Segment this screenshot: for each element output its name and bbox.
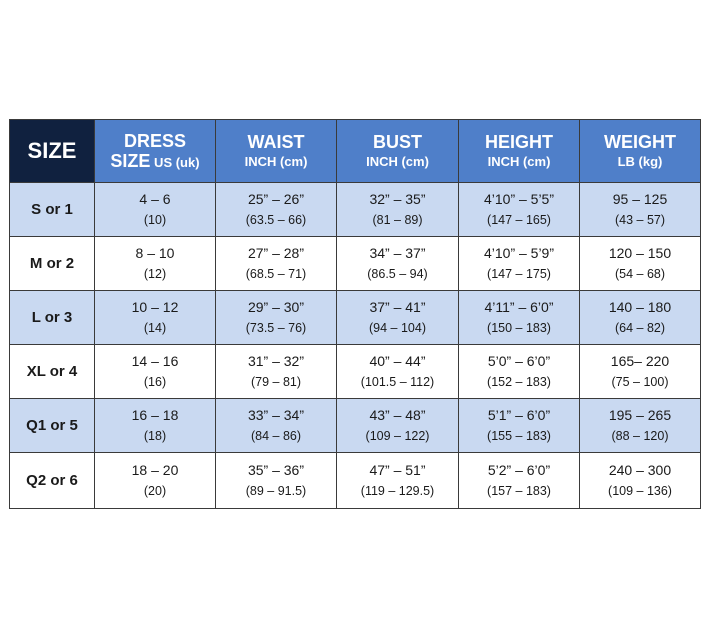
table-row <box>10 399 701 453</box>
waist-header-title: WAIST <box>247 132 305 152</box>
height-header-unit: INCH (cm) <box>487 154 551 169</box>
size-column-header: SIZE <box>10 120 95 183</box>
height-column-header <box>459 120 580 183</box>
weight-cell: 195 – 265 (88 – 120) <box>580 399 701 453</box>
weight-column-header <box>580 120 701 183</box>
waist-column-header <box>216 120 337 183</box>
waist-header-unit: INCH (cm) <box>244 154 308 169</box>
size-label: Q2 or 6 <box>10 453 95 509</box>
waist-cell: 29” – 30” (73.5 – 76) <box>216 291 337 345</box>
size-chart-table <box>9 119 701 509</box>
height-cell: 5’2” – 6’0” (157 – 183) <box>459 453 580 509</box>
dress-cell: 8 – 10 (12) <box>95 237 216 291</box>
waist-cell: 25” – 26” (63.5 – 66) <box>216 183 337 237</box>
waist-cell: 35” – 36” (89 – 91.5) <box>216 453 337 509</box>
height-cell: 4’10” – 5’9” (147 – 175) <box>459 237 580 291</box>
bust-cell: 47” – 51” (119 – 129.5) <box>337 453 459 509</box>
bust-cell: 37” – 41” (94 – 104) <box>337 291 459 345</box>
size-chart <box>9 119 701 509</box>
weight-header-unit: LB (kg) <box>617 154 663 169</box>
bust-header-title: BUST <box>373 132 422 152</box>
dress-column-header <box>95 120 216 183</box>
dress-header-title: DRESS <box>123 131 186 151</box>
table-row <box>10 237 701 291</box>
table-row <box>10 345 701 399</box>
waist-cell: 31” – 32” (79 – 81) <box>216 345 337 399</box>
height-cell: 4’11” – 6’0” (150 – 183) <box>459 291 580 345</box>
height-cell: 5’0” – 6’0” (152 – 183) <box>459 345 580 399</box>
size-label: XL or 4 <box>10 345 95 399</box>
table-row <box>10 453 701 509</box>
header-row <box>10 120 701 183</box>
height-header-title: HEIGHT <box>484 132 553 152</box>
dress-cell: 16 – 18 (18) <box>95 399 216 453</box>
bust-cell: 40” – 44” (101.5 – 112) <box>337 345 459 399</box>
bust-cell: 32” – 35” (81 – 89) <box>337 183 459 237</box>
waist-cell: 27” – 28” (68.5 – 71) <box>216 237 337 291</box>
weight-cell: 165– 220 (75 – 100) <box>580 345 701 399</box>
bust-cell: 34” – 37” (86.5 – 94) <box>337 237 459 291</box>
table-row <box>10 291 701 345</box>
dress-cell: 14 – 16 (16) <box>95 345 216 399</box>
height-cell: 4’10” – 5’5” (147 – 165) <box>459 183 580 237</box>
weight-cell: 140 – 180 (64 – 82) <box>580 291 701 345</box>
bust-column-header <box>337 120 459 183</box>
size-label: M or 2 <box>10 237 95 291</box>
weight-cell: 240 – 300 (109 – 136) <box>580 453 701 509</box>
weight-cell: 95 – 125 (43 – 57) <box>580 183 701 237</box>
weight-cell: 120 – 150 (54 – 68) <box>580 237 701 291</box>
bust-header-unit: INCH (cm) <box>366 154 429 169</box>
size-label: S or 1 <box>10 183 95 237</box>
dress-header-unit: SIZE US (uk) <box>110 151 200 171</box>
dress-cell: 18 – 20 (20) <box>95 453 216 509</box>
table-row <box>10 183 701 237</box>
dress-cell: 10 – 12 (14) <box>95 291 216 345</box>
weight-header-title: WEIGHT <box>604 132 676 152</box>
waist-cell: 33” – 34” (84 – 86) <box>216 399 337 453</box>
size-label: Q1 or 5 <box>10 399 95 453</box>
bust-cell: 43” – 48” (109 – 122) <box>337 399 459 453</box>
height-cell: 5’1” – 6’0” (155 – 183) <box>459 399 580 453</box>
size-label: L or 3 <box>10 291 95 345</box>
dress-cell: 4 – 6 (10) <box>95 183 216 237</box>
